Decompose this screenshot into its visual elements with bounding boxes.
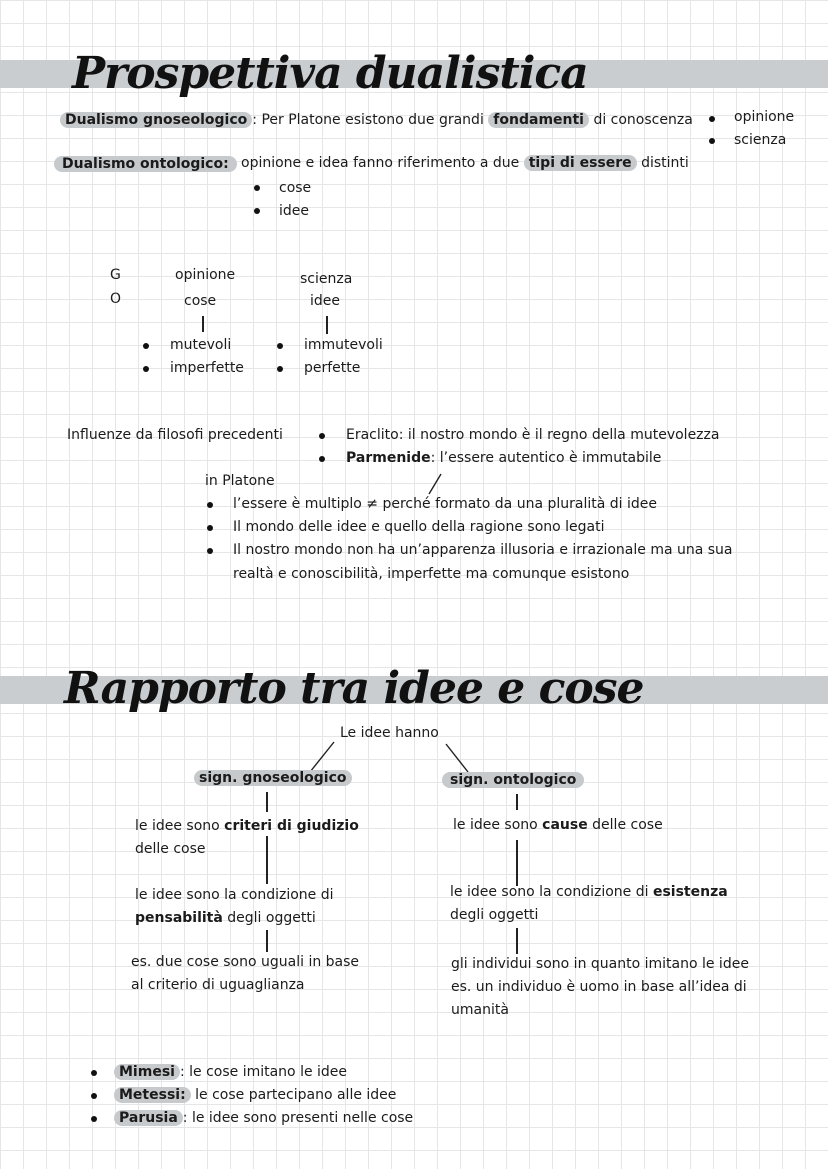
connector-line xyxy=(202,316,204,332)
bullet-opinione: opinione xyxy=(734,109,795,125)
in-platone-label: in Platone xyxy=(205,473,275,489)
ontological-text-a: opinione e idea fanno riferimento a due xyxy=(241,155,520,171)
text: delle cose xyxy=(135,841,206,857)
colon: : xyxy=(252,112,257,128)
right-block-2 xyxy=(450,881,728,927)
connector-line xyxy=(516,928,518,954)
bullet-cose: cose xyxy=(279,180,312,196)
text: : le cose imitano le idee xyxy=(179,1064,348,1080)
term-mimesi: Mimesi xyxy=(114,1064,180,1080)
platone-point-3: Il nostro mondo non ha un’apparenza illusoria e irrazionale ma una sua xyxy=(233,542,733,558)
bullet-dot xyxy=(207,548,213,554)
text: umanità xyxy=(451,1002,509,1018)
fondamenti-highlight: fondamenti xyxy=(488,112,589,128)
text: al criterio di uguaglianza xyxy=(131,977,305,993)
text: gli individui sono in quanto imitano le idee xyxy=(451,956,749,972)
parmenide-text: : l’essere autentico è immutabile xyxy=(430,450,662,466)
bullet-dot xyxy=(143,366,149,372)
text: es. un individuo è uomo in base all’idea di xyxy=(451,979,747,995)
term-parusia: Parusia xyxy=(114,1110,183,1126)
section-title-dualistic: Prospettiva dualistica xyxy=(72,48,588,99)
right-col-bottom: idee xyxy=(310,293,341,309)
gnoseological-label: Dualismo gnoseologico xyxy=(60,112,252,128)
left-block-3 xyxy=(131,951,359,997)
ontological-label: Dualismo ontologico: xyxy=(54,156,237,172)
right-block-1 xyxy=(453,817,663,834)
text: delle cose xyxy=(592,817,663,833)
bullet-dot xyxy=(709,116,715,122)
bold-text: criteri di giudizio xyxy=(224,818,359,834)
right-bullet-1: immutevoli xyxy=(304,337,383,353)
left-col-bottom: cose xyxy=(184,293,217,309)
connector-line xyxy=(266,792,268,812)
left-block-2 xyxy=(135,884,334,930)
left-col-top: opinione xyxy=(175,267,236,283)
connector-line xyxy=(516,840,518,886)
left-bullet-2: imperfette xyxy=(170,360,244,376)
ontological-text xyxy=(241,155,689,172)
tree-root: Le idee hanno xyxy=(340,725,439,741)
sign-ontologico: sign. ontologico xyxy=(442,772,584,788)
bullet-dot xyxy=(91,1116,97,1122)
connector-line xyxy=(266,930,268,952)
bullet-dot xyxy=(207,502,213,508)
text: le idee sono la condizione di xyxy=(135,887,334,903)
sign-gnoseologico: sign. gnoseologico xyxy=(194,770,352,786)
gnoseological-text-b: di conoscenza xyxy=(593,112,693,128)
text: le idee sono xyxy=(135,818,220,834)
connector-line xyxy=(516,794,518,810)
right-branch-head xyxy=(442,772,584,789)
bold-text: pensabilità xyxy=(135,910,223,926)
bullet-dot xyxy=(207,525,213,531)
platone-point-2: Il mondo delle idee e quello della ragione sono legati xyxy=(233,519,605,535)
ontological-text-b: distinti xyxy=(641,155,689,171)
bullet-dot xyxy=(143,343,149,349)
gnoseological-line xyxy=(60,112,693,129)
bullet-dot xyxy=(709,138,715,144)
influence-parmenide xyxy=(346,450,661,467)
platone-point-3-cont: realtà e conoscibilità, imperfette ma comunque esistono xyxy=(233,566,630,582)
gnoseological-text-a: Per Platone esistono due grandi xyxy=(261,112,484,128)
bullet-dot xyxy=(91,1070,97,1076)
text: : le idee sono presenti nelle cose xyxy=(182,1110,414,1126)
bullet-dot xyxy=(319,456,325,462)
row-label-g: G xyxy=(110,267,121,283)
text: degli oggetti xyxy=(450,907,539,923)
bullet-dot xyxy=(254,208,260,214)
ontological-line xyxy=(54,156,237,173)
connector-line xyxy=(266,836,268,884)
text: es. due cose sono uguali in base xyxy=(131,954,360,970)
bullet-dot xyxy=(254,185,260,191)
bullet-dot xyxy=(319,433,325,439)
tipi-di-essere-highlight: tipi di essere xyxy=(524,155,637,171)
right-col-top: scienza xyxy=(300,271,353,287)
bullet-dot xyxy=(91,1093,97,1099)
section-title-rapporto: Rapporto tra idee e cose xyxy=(64,663,644,714)
arrow-line xyxy=(425,472,445,496)
bullet-dot xyxy=(277,343,283,349)
left-bullet-1: mutevoli xyxy=(170,337,232,353)
text: le cose partecipano alle idee xyxy=(195,1087,397,1103)
text: degli oggetti xyxy=(227,910,316,926)
bold-text: cause xyxy=(542,817,588,833)
row-label-o: O xyxy=(110,291,122,307)
influences-label: Influenze da filosofi precedenti xyxy=(67,427,283,443)
term-metessi: Metessi: xyxy=(114,1087,191,1103)
connector-line xyxy=(326,316,328,334)
right-block-3 xyxy=(451,953,749,1022)
bottom-item-parusia xyxy=(114,1110,413,1127)
bullet-idee: idee xyxy=(279,203,310,219)
right-bullet-2: perfette xyxy=(304,360,361,376)
bold-text: esistenza xyxy=(652,884,728,900)
left-branch-head xyxy=(194,770,352,787)
parmenide-name: Parmenide xyxy=(346,450,431,466)
text: le idee sono xyxy=(453,817,538,833)
bullet-dot xyxy=(277,366,283,372)
platone-point-1: l’essere è multiplo ≠ perché formato da una pluralità di idee xyxy=(233,496,657,512)
influence-eraclito: Eraclito: il nostro mondo è il regno della mutevolezza xyxy=(346,427,720,443)
text: le idee sono la condizione di xyxy=(450,884,649,900)
bottom-item-metessi xyxy=(114,1087,396,1104)
bottom-item-mimesi xyxy=(114,1064,347,1081)
left-block-1 xyxy=(135,815,359,861)
bullet-scienza: scienza xyxy=(734,132,787,148)
